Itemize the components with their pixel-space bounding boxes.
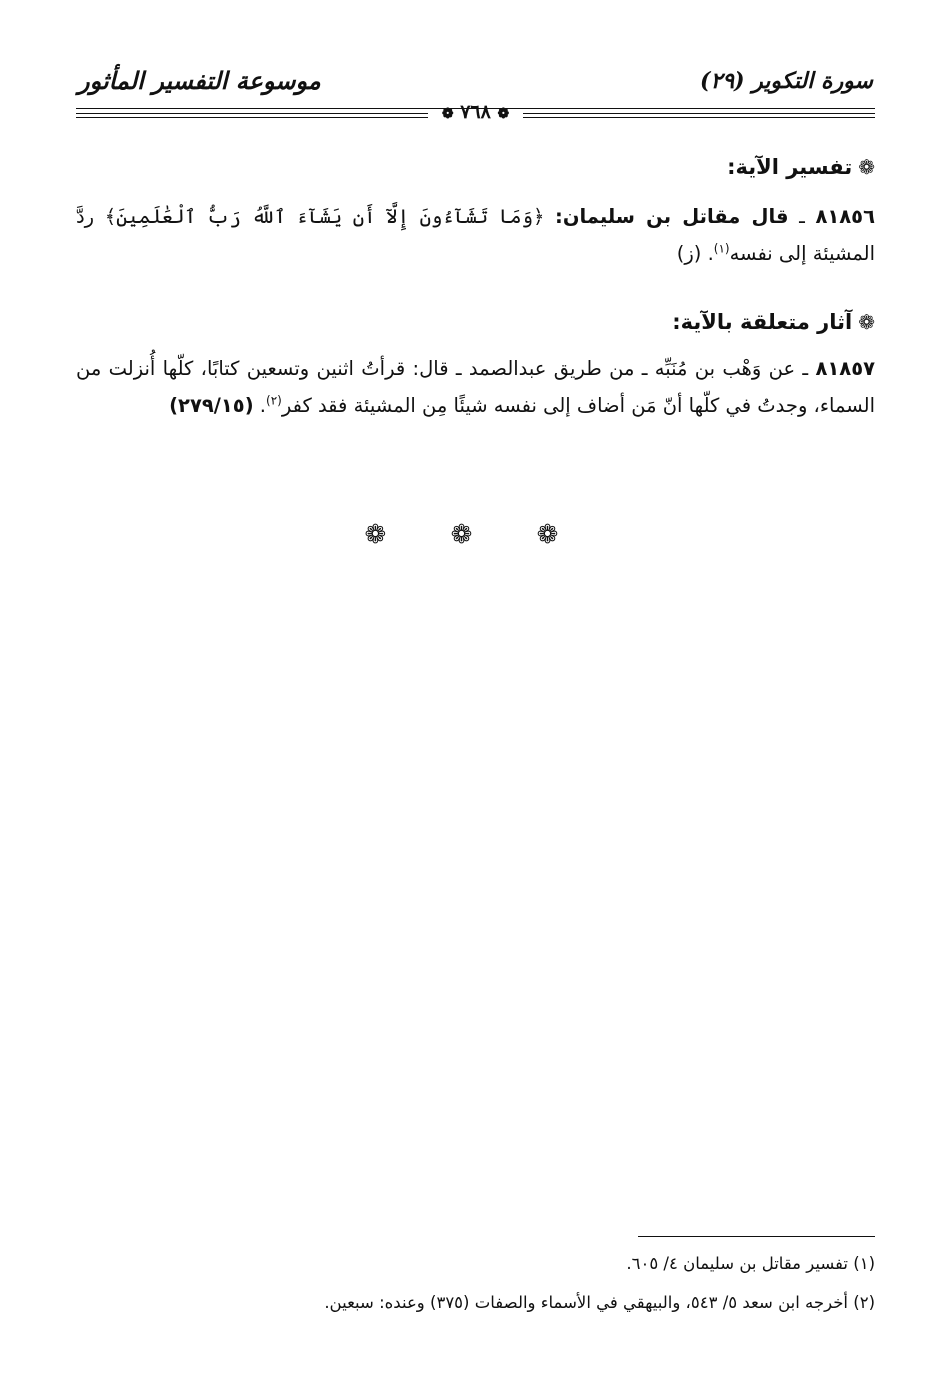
narration-text: ـ عن وَهْب بن مُنَبِّه ـ من طريق عبدالصمد ـ قال: قرأتُ اثنين وتسعين كتابًا، كلّها أُنزلت من السماء، وجدتُ في كلّها أنّ مَن أضاف إلى نفسه شيئًا مِن المشيئة فقد كفر [76,357,875,417]
footnote-ref[interactable]: (١) [713,241,730,256]
book-title: موسوعة التفسير المأثور [78,66,321,95]
quran-verse: ﴿وَمَا تَشَآءُونَ إِلَّآ أَن يَشَآءَ ٱللَّهُ رَبُّ ٱلْعَٰلَمِينَ﴾ [94,205,556,228]
page-number-value: ٧٦٨ [460,101,491,123]
ornament-icon: ❁ [497,106,510,122]
header-rule-left [76,113,428,114]
header-rule-right [523,113,875,114]
narration-text: ردَّ المشيئة إلى نفسه [76,205,875,265]
volume-reference: (٢٧٩/١٥) [169,394,254,417]
footnote-ref[interactable]: (٢) [266,393,282,408]
section-heading-athar [672,310,875,334]
header-rule-right-2 [523,117,875,118]
dash: ـ [788,205,816,228]
page-number [428,101,523,123]
ornament-icon: ❁ [441,106,454,122]
narration-tail: . (ز) [676,242,714,265]
narration-number: ٨١٨٥٧ [815,357,875,380]
surah-header: سورة التكوير (٢٩) [700,68,873,94]
section-separator-stars: ❁ ❁ ❁ [364,520,587,550]
flower-ornament-icon: ❁ [858,310,875,334]
narration-paragraph [76,350,875,424]
narration-paragraph [76,198,875,272]
footnote-1: (١) تفسير مقاتل بن سليمان ٤/ ٦٠٥. [626,1254,875,1273]
narration-number: ٨١٨٥٦ [815,205,875,228]
narration-tail: . [253,394,267,417]
section-heading-text: آثار متعلقة بالآية: [672,310,853,334]
header-rule-left-2 [76,117,428,118]
footnote-rule [638,1236,875,1237]
footnote-2: (٢) أخرجه ابن سعد ٥/ ٥٤٣، والبيهقي في الأسماء والصفات (٣٧٥) وعنده: سبعين. [324,1293,875,1312]
section-heading-tafsir [727,155,875,179]
section-heading-text: تفسير الآية: [727,155,853,179]
narrator: قال مقاتل بن سليمان: [555,205,789,228]
flower-ornament-icon: ❁ [858,155,875,179]
